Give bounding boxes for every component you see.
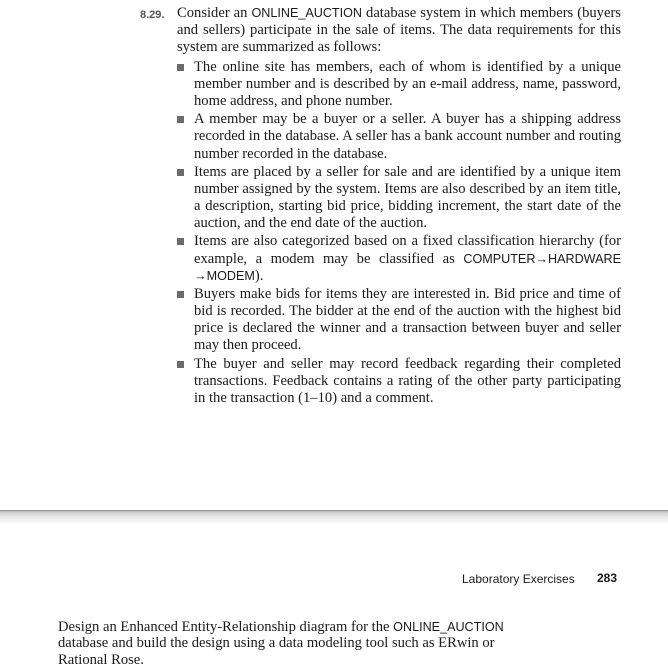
requirements-list bbox=[177, 59, 621, 408]
requirement-text-after: ). bbox=[254, 267, 264, 284]
exercise-intro bbox=[177, 5, 621, 57]
lab-text-after: database and build the design using a data modeling tool such as ERwin or Rational Rose. bbox=[58, 635, 495, 668]
page-divider bbox=[0, 510, 668, 523]
square-bullet-icon bbox=[177, 361, 184, 368]
requirement-text: Items are placed by a seller for sale and are identified by a unique item number assigned by the system. Items are also described by an item title, a description, starting bid price, bidding increment, the start date of the auction, and the end date of the auction. bbox=[194, 163, 621, 232]
requirement-items bbox=[194, 164, 621, 233]
classification-hierarchy: COMPUTER→HARDWARE →MODEM bbox=[194, 251, 621, 283]
requirement-text: Buyers make bids for items they are interested in. Bid price and time of bid is recorded. The bidder at the end of the auction with the highest bid price is declared the winner and a transaction between buyer and seller may then proceed. bbox=[194, 285, 621, 354]
requirement-text-before: Items are also categorized based on a fixed classification hierarchy (for example, a modem may be classified as bbox=[194, 233, 621, 267]
intro-after: database system in which members (buyers and sellers) participate in the sale of items. The data requirements for this system are summarized as follows: bbox=[177, 5, 621, 56]
exercise-text bbox=[177, 5, 621, 408]
requirement-bids bbox=[194, 286, 621, 355]
requirement-text: The buyer and seller may record feedback regarding their completed transactions. Feedback contains a rating of the other party participating in the transaction (1–10) and a comment. bbox=[194, 355, 621, 406]
requirement-categories bbox=[194, 233, 621, 285]
square-bullet-icon bbox=[177, 238, 184, 245]
square-bullet-icon bbox=[177, 291, 184, 298]
running-head: Laboratory Exercises bbox=[462, 572, 575, 586]
square-bullet-icon bbox=[177, 116, 184, 123]
intro-before: Consider an bbox=[177, 5, 252, 21]
database-name: ONLINE_AUCTION bbox=[251, 6, 363, 20]
lab-exercise-text bbox=[58, 619, 508, 668]
lab-database-name: ONLINE_AUCTION bbox=[393, 620, 504, 634]
requirement-text: The online site has members, each of whom is identified by a unique member number and is described by an e-mail address, name, password, home address, and phone number. bbox=[194, 58, 621, 110]
page-number: 283 bbox=[597, 571, 618, 585]
requirement-text: A member may be a buyer or a seller. A buyer has a shipping address recorded in the database. A seller has a bank account number and routing number recorded in the database. bbox=[194, 111, 621, 162]
requirement-members bbox=[194, 59, 621, 111]
requirement-feedback bbox=[194, 356, 621, 408]
lab-text-before: Design an Enhanced Entity-Relationship diagram for the bbox=[58, 619, 394, 635]
square-bullet-icon bbox=[177, 64, 184, 71]
exercise-number: 8.29. bbox=[140, 9, 165, 21]
textbook-page-bottom bbox=[0, 523, 668, 667]
requirement-buyer-seller bbox=[194, 111, 621, 163]
square-bullet-icon bbox=[177, 169, 184, 176]
